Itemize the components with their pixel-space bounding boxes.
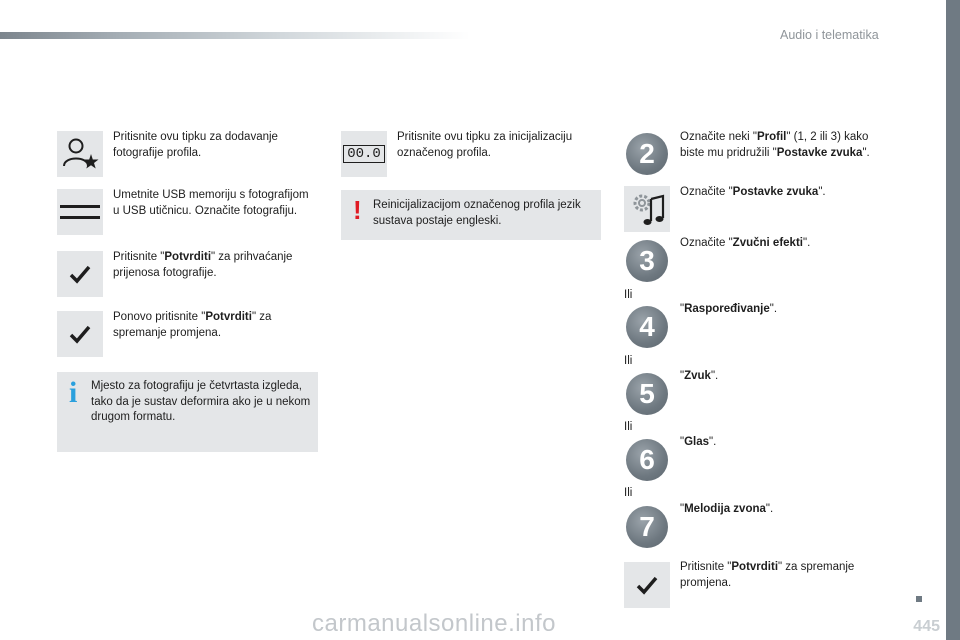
step-number-6: 6 — [624, 437, 670, 483]
gear-music-note-icon — [627, 189, 667, 229]
sound-settings-text: Označite "Postavke zvuka". — [680, 186, 826, 198]
step-number-4: 4 — [624, 304, 670, 350]
step-5-text: "Zvuk". — [680, 370, 719, 382]
confirm-transfer-button[interactable] — [57, 251, 103, 297]
reset-profile-button[interactable] — [341, 131, 387, 177]
page-edge-strip — [946, 0, 960, 640]
step-2-text: Označite neki "Profil" (1, 2 ili 3) kako biste mu pridružili "Postavke zvuka". — [680, 131, 870, 159]
step-7-text: "Melodija zvona". — [680, 503, 774, 515]
or-label: Ili — [624, 421, 633, 433]
add-photo-instruction: Pritisnite ovu tipku za dodavanje fotografije profila. — [113, 131, 278, 159]
page-marker — [916, 596, 922, 602]
exclamation-icon: ! — [353, 195, 362, 225]
usb-icon-box — [57, 189, 103, 235]
checkmark-icon — [636, 575, 658, 595]
or-label: Ili — [624, 289, 633, 301]
usb-instruction: Umetnite USB memoriju s fotografijom u USB utičnicu. Označite fotografiju. — [113, 189, 309, 217]
or-label: Ili — [624, 487, 633, 499]
or-label: Ili — [624, 355, 633, 367]
info-note — [57, 372, 318, 452]
step-6-text: "Glas". — [680, 436, 717, 448]
step-number-7: 7 — [624, 504, 670, 550]
header-decoration-bar — [0, 32, 470, 39]
usb-stick-icon — [59, 202, 101, 222]
reset-profile-instruction: Pritisnite ovu tipku za inicijalizaciju označenog profila. — [397, 131, 573, 159]
step-number-2: 2 — [624, 131, 670, 177]
watermark: carmanualsonline.info — [312, 610, 556, 637]
confirm-transfer-instruction: Pritisnite "Potvrditi" za prihvaćanje prijenosa fotografije. — [113, 251, 293, 279]
warning-note-text: Reinicijalizacijom označenog profila jezik sustava postaje engleski. — [373, 199, 581, 227]
step-number-3: 3 — [624, 238, 670, 284]
counter-display-icon: 00.0 — [343, 145, 385, 163]
confirm-save-button[interactable] — [57, 311, 103, 357]
info-icon: i — [69, 376, 78, 409]
step-number-5: 5 — [624, 371, 670, 417]
step-3-text: Označite "Zvučni efekti". — [680, 237, 811, 249]
profile-photo-button[interactable] — [57, 131, 103, 177]
warning-note — [341, 190, 601, 240]
section-title: Audio i telematika — [780, 28, 879, 42]
checkmark-icon — [69, 264, 91, 284]
confirm-final-text: Pritisnite "Potvrditi" za spremanje promjena. — [680, 561, 855, 589]
page-number: 445 — [913, 618, 940, 635]
step-4-text: "Raspoređivanje". — [680, 303, 778, 315]
confirm-final-button[interactable] — [624, 562, 670, 608]
sound-settings-button[interactable] — [624, 186, 670, 232]
person-star-icon — [60, 134, 100, 174]
checkmark-icon — [69, 324, 91, 344]
info-note-text: Mjesto za fotografiju je četvrtasta izgleda, tako da je sustav deformira ako je u nekom drugom formatu. — [91, 380, 311, 423]
confirm-save-instruction: Ponovo pritisnite "Potvrditi" za spremanje promjena. — [113, 311, 272, 339]
